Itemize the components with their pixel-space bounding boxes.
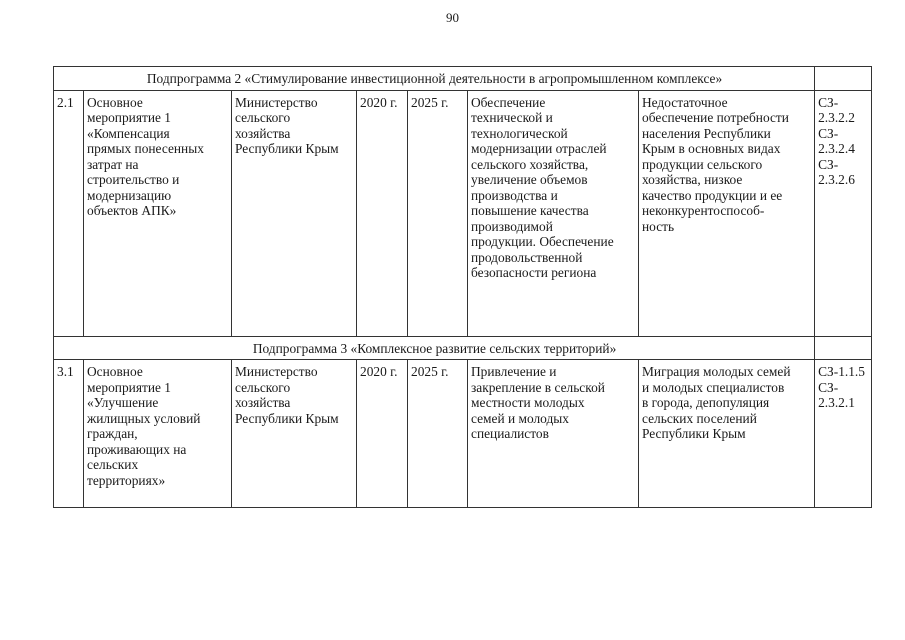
measure-executor: Министерство сельского хозяйства Республики Крым: [232, 90, 357, 336]
subprogram-row: [54, 67, 872, 91]
empty-cell: [815, 67, 872, 91]
measure-number: 2.1: [54, 90, 84, 336]
measure-indicators: СЗ-1.1.5 СЗ- 2.3.2.1: [815, 360, 872, 508]
page-number: 90: [446, 10, 459, 25]
measure-result: Обеспечение технической и технологической модернизации отраслей сельского хозяйства, увеличение объемов производства и повышение качества производимой продукции. Обеспечение продовольственной безопасности региона: [468, 90, 639, 336]
measure-start: 2020 г.: [357, 360, 408, 508]
subprogram-title: Подпрограмма 3 «Комплексное развитие сельских территорий»: [54, 336, 815, 360]
measure-name: Основное мероприятие 1 «Компенсация прямых понесенных затрат на строительство и модернизацию объектов АПК»: [84, 90, 232, 336]
subprogram-title: Подпрограмма 2 «Стимулирование инвестиционной деятельности в агропромышленном комплексе»: [54, 67, 815, 91]
measure-number: 3.1: [54, 360, 84, 508]
measure-name: Основное мероприятие 1 «Улучшение жилищных условий граждан, проживающих на сельских территориях»: [84, 360, 232, 508]
measure-consequences: Миграция молодых семей и молодых специалистов в города, депопуляция сельских поселений Республики Крым: [639, 360, 815, 508]
program-table: [53, 66, 872, 508]
measure-executor: Министерство сельского хозяйства Республики Крым: [232, 360, 357, 508]
table-row: [54, 90, 872, 336]
measure-consequences: Недостаточное обеспечение потребности населения Республики Крым в основных видах продукции сельского хозяйства, низкое качество продукции и ее неконкурентоспособ- ность: [639, 90, 815, 336]
measure-start: 2020 г.: [357, 90, 408, 336]
subprogram-row: [54, 336, 872, 360]
measure-indicators: СЗ- 2.3.2.2 СЗ- 2.3.2.4 СЗ- 2.3.2.6: [815, 90, 872, 336]
table-row: [54, 360, 872, 508]
measure-end: 2025 г.: [408, 360, 468, 508]
measure-end: 2025 г.: [408, 90, 468, 336]
empty-cell: [815, 336, 872, 360]
measure-result: Привлечение и закрепление в сельской местности молодых семей и молодых специалистов: [468, 360, 639, 508]
